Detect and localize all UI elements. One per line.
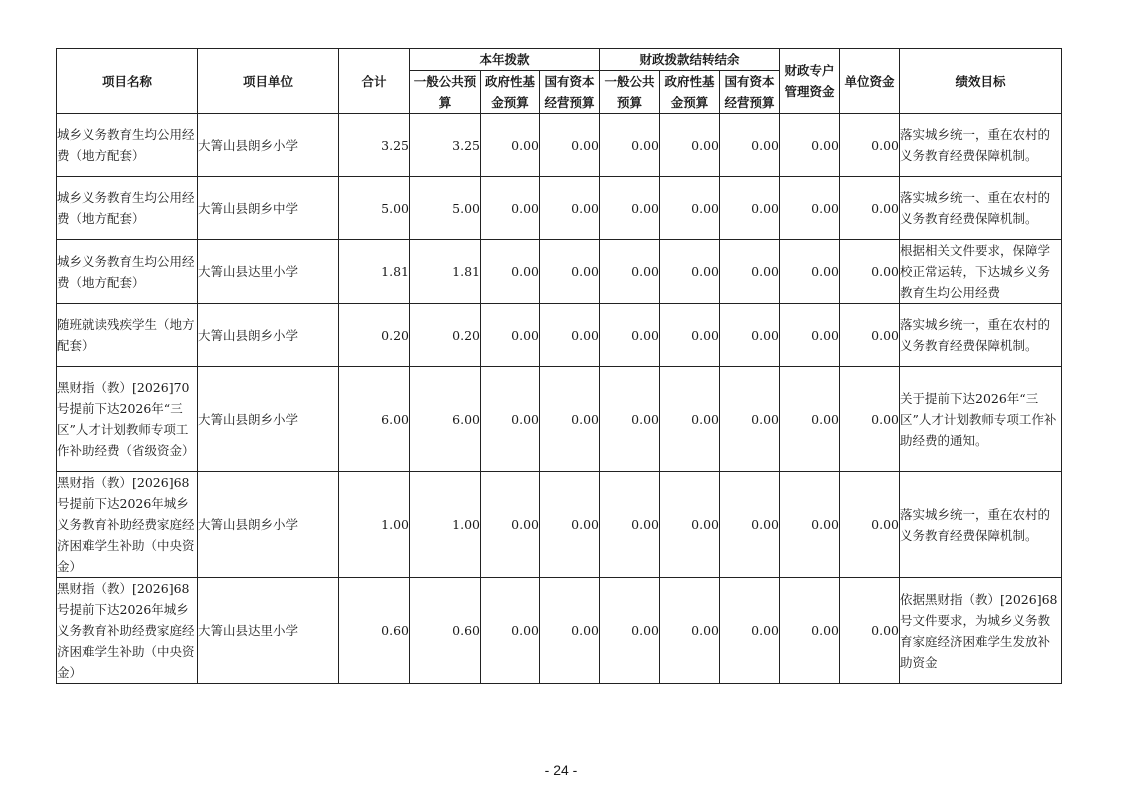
state-cap-cell: 0.00 bbox=[540, 578, 600, 684]
special-cell: 0.00 bbox=[780, 304, 840, 367]
carry-gov-cell: 0.00 bbox=[660, 472, 720, 578]
unit-cell: 大箐山县朗乡小学 bbox=[198, 304, 339, 367]
state-cap-cell: 0.00 bbox=[540, 472, 600, 578]
unit-funds-cell: 0.00 bbox=[840, 578, 900, 684]
carry-state-cell: 0.00 bbox=[720, 367, 780, 472]
gov-fund-cell: 0.00 bbox=[481, 177, 540, 240]
special-cell: 0.00 bbox=[780, 367, 840, 472]
carry-gov-cell: 0.00 bbox=[660, 240, 720, 304]
carry-general-cell: 0.00 bbox=[600, 240, 660, 304]
header-project-name: 项目名称 bbox=[57, 49, 198, 114]
unit-funds-cell: 0.00 bbox=[840, 472, 900, 578]
carry-general-cell: 0.00 bbox=[600, 177, 660, 240]
unit-cell: 大箐山县朗乡小学 bbox=[198, 472, 339, 578]
carry-gov-cell: 0.00 bbox=[660, 367, 720, 472]
header-total: 合计 bbox=[339, 49, 410, 114]
project-name-cell: 城乡义务教育生均公用经费（地方配套） bbox=[57, 177, 198, 240]
goal-cell: 落实城乡统一，重在农村的义务教育经费保障机制。 bbox=[900, 472, 1062, 578]
carry-gov-cell: 0.00 bbox=[660, 578, 720, 684]
unit-funds-cell: 0.00 bbox=[840, 177, 900, 240]
carry-state-cell: 0.00 bbox=[720, 304, 780, 367]
special-cell: 0.00 bbox=[780, 114, 840, 177]
general-cell: 1.81 bbox=[410, 240, 481, 304]
state-cap-cell: 0.00 bbox=[540, 304, 600, 367]
carry-state-cell: 0.00 bbox=[720, 578, 780, 684]
goal-cell: 依据黑财指（教）[2026]68号文件要求，为城乡义务教育家庭经济困难学生发放补助资金 bbox=[900, 578, 1062, 684]
project-name-cell: 黑财指（教）[2026]68号提前下达2026年城乡义务教育补助经费家庭经济困难学生补助（中央资金） bbox=[57, 578, 198, 684]
header-general-budget-carry: 一般公共预算 bbox=[600, 71, 660, 114]
header-unit: 项目单位 bbox=[198, 49, 339, 114]
carry-gov-cell: 0.00 bbox=[660, 114, 720, 177]
carry-general-cell: 0.00 bbox=[600, 114, 660, 177]
carry-state-cell: 0.00 bbox=[720, 240, 780, 304]
state-cap-cell: 0.00 bbox=[540, 240, 600, 304]
table-row bbox=[57, 304, 1062, 367]
table-row bbox=[57, 114, 1062, 177]
special-cell: 0.00 bbox=[780, 472, 840, 578]
header-gov-fund-carry: 政府性基金预算 bbox=[660, 71, 720, 114]
carry-state-cell: 0.00 bbox=[720, 472, 780, 578]
table-row bbox=[57, 472, 1062, 578]
project-name-cell: 随班就读残疾学生（地方配套） bbox=[57, 304, 198, 367]
gov-fund-cell: 0.00 bbox=[481, 240, 540, 304]
unit-funds-cell: 0.00 bbox=[840, 367, 900, 472]
state-cap-cell: 0.00 bbox=[540, 367, 600, 472]
total-cell: 3.25 bbox=[339, 114, 410, 177]
total-cell: 6.00 bbox=[339, 367, 410, 472]
header-goal: 绩效目标 bbox=[900, 49, 1062, 114]
general-cell: 1.00 bbox=[410, 472, 481, 578]
general-cell: 3.25 bbox=[410, 114, 481, 177]
carry-state-cell: 0.00 bbox=[720, 114, 780, 177]
goal-cell: 落实城乡统一，重在农村的义务教育经费保障机制。 bbox=[900, 114, 1062, 177]
table-row bbox=[57, 578, 1062, 684]
general-cell: 0.20 bbox=[410, 304, 481, 367]
total-cell: 1.81 bbox=[339, 240, 410, 304]
gov-fund-cell: 0.00 bbox=[481, 578, 540, 684]
header-gov-fund-current: 政府性基金预算 bbox=[481, 71, 540, 114]
header-group-carryover: 财政拨款结转结余 bbox=[600, 49, 780, 71]
carry-general-cell: 0.00 bbox=[600, 367, 660, 472]
special-cell: 0.00 bbox=[780, 177, 840, 240]
goal-cell: 关于提前下达2026年“三区”人才计划教师专项工作补助经费的通知。 bbox=[900, 367, 1062, 472]
gov-fund-cell: 0.00 bbox=[481, 472, 540, 578]
gov-fund-cell: 0.00 bbox=[481, 367, 540, 472]
unit-cell: 大箐山县达里小学 bbox=[198, 578, 339, 684]
state-cap-cell: 0.00 bbox=[540, 114, 600, 177]
page-number: - 24 - bbox=[544, 762, 578, 778]
project-name-cell: 黑财指（教）[2026]70号提前下达2026年“三区”人才计划教师专项工作补助经费（省级资金） bbox=[57, 367, 198, 472]
table-row bbox=[57, 240, 1062, 304]
header-unit-funds: 单位资金 bbox=[840, 49, 900, 114]
project-name-cell: 城乡义务教育生均公用经费（地方配套） bbox=[57, 240, 198, 304]
unit-cell: 大箐山县朗乡中学 bbox=[198, 177, 339, 240]
gov-fund-cell: 0.00 bbox=[481, 304, 540, 367]
general-cell: 6.00 bbox=[410, 367, 481, 472]
goal-cell: 落实城乡统一，重在农村的义务教育经费保障机制。 bbox=[900, 304, 1062, 367]
gov-fund-cell: 0.00 bbox=[481, 114, 540, 177]
goal-cell: 落实城乡统一、重在农村的义务教育经费保障机制。 bbox=[900, 177, 1062, 240]
general-cell: 0.60 bbox=[410, 578, 481, 684]
total-cell: 5.00 bbox=[339, 177, 410, 240]
carry-gov-cell: 0.00 bbox=[660, 304, 720, 367]
unit-funds-cell: 0.00 bbox=[840, 114, 900, 177]
unit-cell: 大箐山县朗乡小学 bbox=[198, 367, 339, 472]
carry-general-cell: 0.00 bbox=[600, 472, 660, 578]
total-cell: 1.00 bbox=[339, 472, 410, 578]
general-cell: 5.00 bbox=[410, 177, 481, 240]
carry-gov-cell: 0.00 bbox=[660, 177, 720, 240]
unit-cell: 大箐山县朗乡小学 bbox=[198, 114, 339, 177]
unit-funds-cell: 0.00 bbox=[840, 304, 900, 367]
state-cap-cell: 0.00 bbox=[540, 177, 600, 240]
budget-table bbox=[56, 48, 1062, 684]
table-row bbox=[57, 367, 1062, 472]
total-cell: 0.60 bbox=[339, 578, 410, 684]
header-group-current: 本年拨款 bbox=[410, 49, 600, 71]
header-state-capital-carry: 国有资本经营预算 bbox=[720, 71, 780, 114]
special-cell: 0.00 bbox=[780, 240, 840, 304]
carry-state-cell: 0.00 bbox=[720, 177, 780, 240]
header-special-account: 财政专户管理资金 bbox=[780, 49, 840, 114]
carry-general-cell: 0.00 bbox=[600, 304, 660, 367]
total-cell: 0.20 bbox=[339, 304, 410, 367]
project-name-cell: 城乡义务教育生均公用经费（地方配套） bbox=[57, 114, 198, 177]
header-state-capital-current: 国有资本经营预算 bbox=[540, 71, 600, 114]
goal-cell: 根据相关文件要求，保障学校正常运转，下达城乡义务教育生均公用经费 bbox=[900, 240, 1062, 304]
header-general-budget-current: 一般公共预算 bbox=[410, 71, 481, 114]
carry-general-cell: 0.00 bbox=[600, 578, 660, 684]
table-row bbox=[57, 177, 1062, 240]
special-cell: 0.00 bbox=[780, 578, 840, 684]
unit-funds-cell: 0.00 bbox=[840, 240, 900, 304]
project-name-cell: 黑财指（教）[2026]68号提前下达2026年城乡义务教育补助经费家庭经济困难学生补助（中央资金） bbox=[57, 472, 198, 578]
unit-cell: 大箐山县达里小学 bbox=[198, 240, 339, 304]
